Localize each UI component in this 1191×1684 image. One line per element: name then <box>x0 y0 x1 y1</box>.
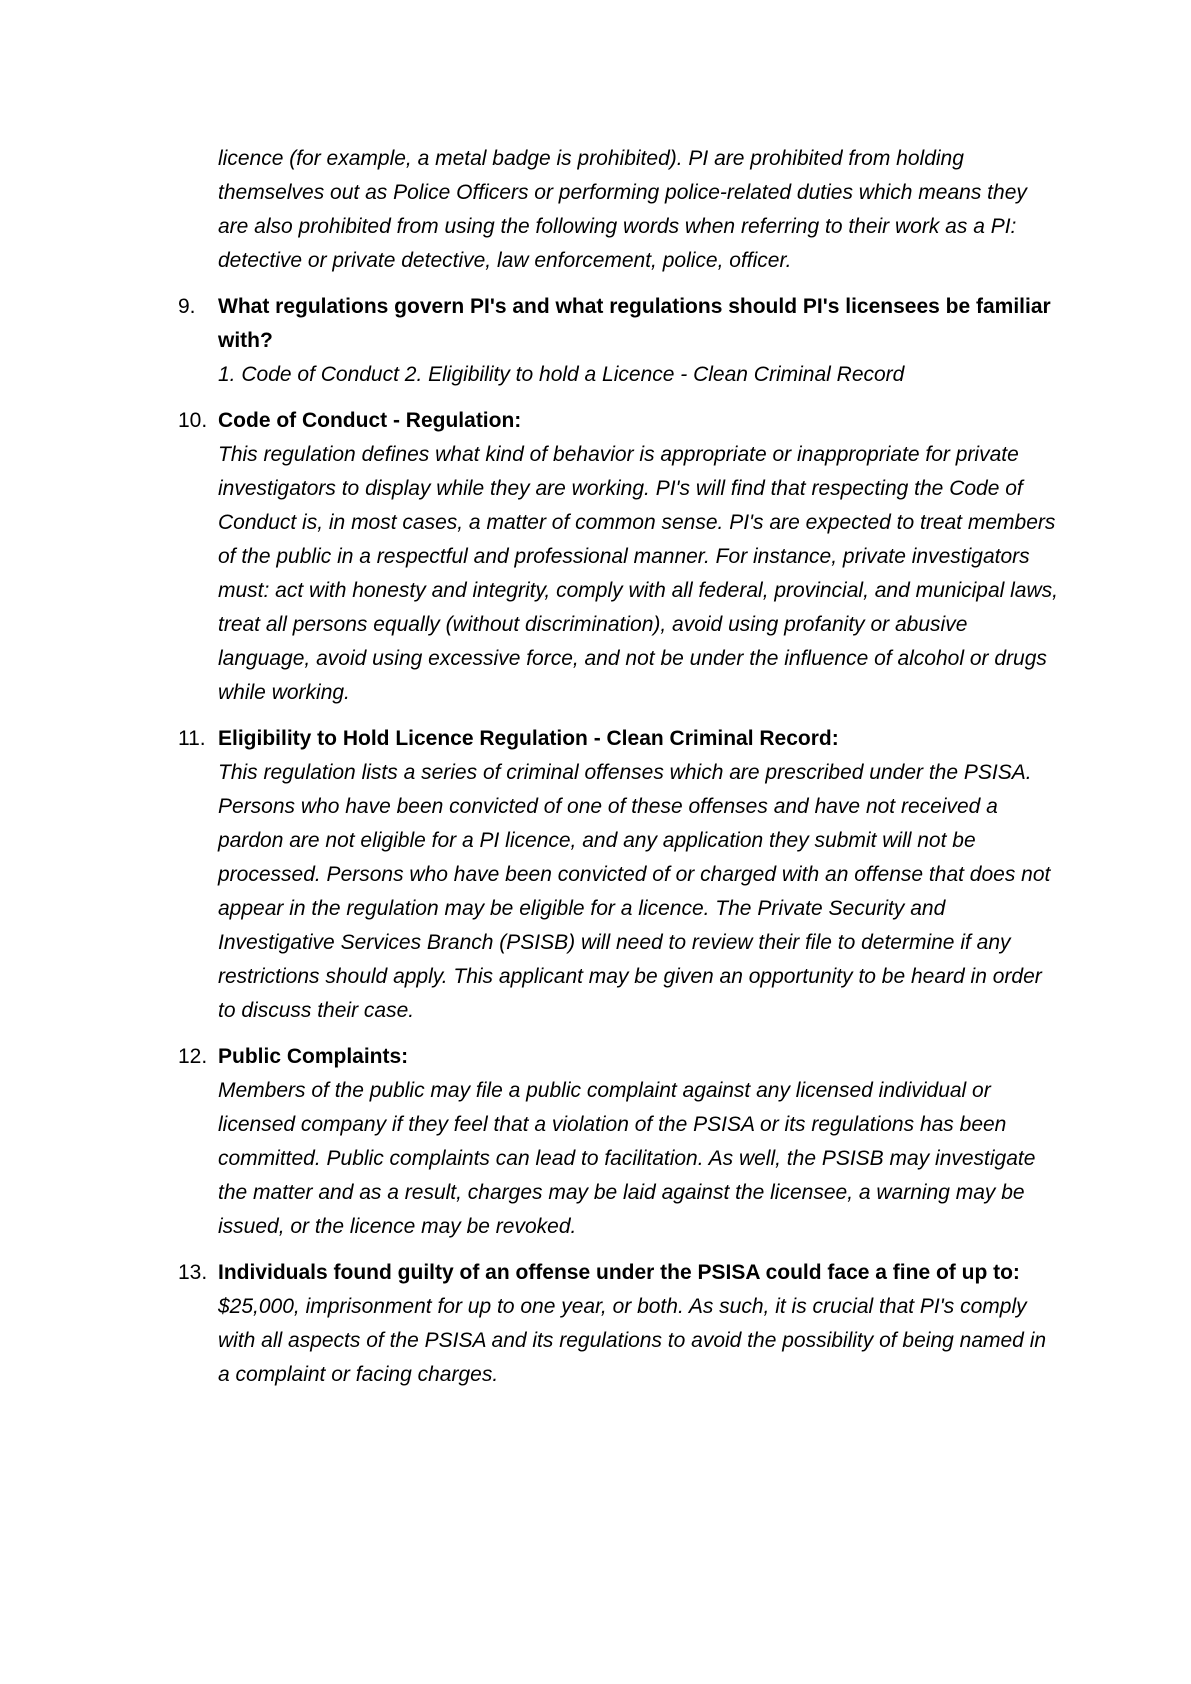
item-number: 13. <box>178 1261 208 1284</box>
list-item-12 <box>178 1040 1058 1244</box>
item-body: $25,000, imprisonment for up to one year, or both. As such, it is crucial that PI's comply with all aspects of the PSISA and its regulations to avoid the possibility of being named in a complaint or facing charges. <box>218 1295 1047 1386</box>
item-body: This regulation lists a series of criminal offenses which are prescribed under the PSISA. Persons who have been convicted of one of these offenses and have not received a pardon are not eligible for a PI licence, and any application they submit will not be processed. Persons who have been convicted of or charged with an offense that does not appear in the regulation may be eligible for a licence. The Private Security and Investigative Services Branch (PSISB) will need to review their file to determine if any restrictions should apply. This applicant may be given an opportunity to be heard in order to discuss their case. <box>218 761 1051 1022</box>
item-heading: Code of Conduct - Regulation: <box>218 409 522 432</box>
item-body: This regulation defines what kind of behavior is appropriate or inappropriate for private investigators to display while they are working. PI's will find that respecting the Code of Conduct is, in most cases, a matter of common sense. PI's are expected to treat members of the public in a respectful and professional manner. For instance, private investigators must: act with honesty and integrity, comply with all federal, provincial, and municipal laws, treat all persons equally (without discrimination), avoid using profanity or abusive language, avoid using excessive force, and not be under the influence of alcohol or drugs while working. <box>218 443 1058 704</box>
item-body: Members of the public may file a public complaint against any licensed individual or licensed company if they feel that a violation of the PSISA or its regulations has been committed. Public complaints can lead to facilitation. As well, the PSISB may investigate the matter and as a result, charges may be laid against the licensee, a warning may be issued, or the licence may be revoked. <box>218 1079 1036 1238</box>
item-heading: Individuals found guilty of an offense under the PSISA could face a fine of up to: <box>218 1261 1020 1284</box>
list-item-10 <box>178 404 1058 710</box>
list-item-9 <box>178 290 1058 392</box>
item-heading: What regulations govern PI's and what regulations should PI's licensees be familiar with? <box>218 295 1051 352</box>
item-heading: Eligibility to Hold Licence Regulation - Clean Criminal Record: <box>218 727 839 750</box>
continuation-paragraph: licence (for example, a metal badge is prohibited). PI are prohibited from holding themselves out as Police Officers or performing police-related duties which means they are also prohibited from using the following words when referring to their work as a PI: detective or private detective, law enforcement, police, officer. <box>218 147 1027 272</box>
item-body: 1. Code of Conduct 2. Eligibility to hold a Licence - Clean Criminal Record <box>218 363 905 386</box>
item-number: 10. <box>178 409 208 432</box>
list-item-11 <box>178 722 1058 1028</box>
item-number: 12. <box>178 1045 208 1068</box>
list-item-13 <box>178 1256 1058 1392</box>
item-heading: Public Complaints: <box>218 1045 409 1068</box>
document-content <box>178 142 1058 1404</box>
item-number: 9. <box>178 295 196 318</box>
item-number: 11. <box>178 727 206 750</box>
